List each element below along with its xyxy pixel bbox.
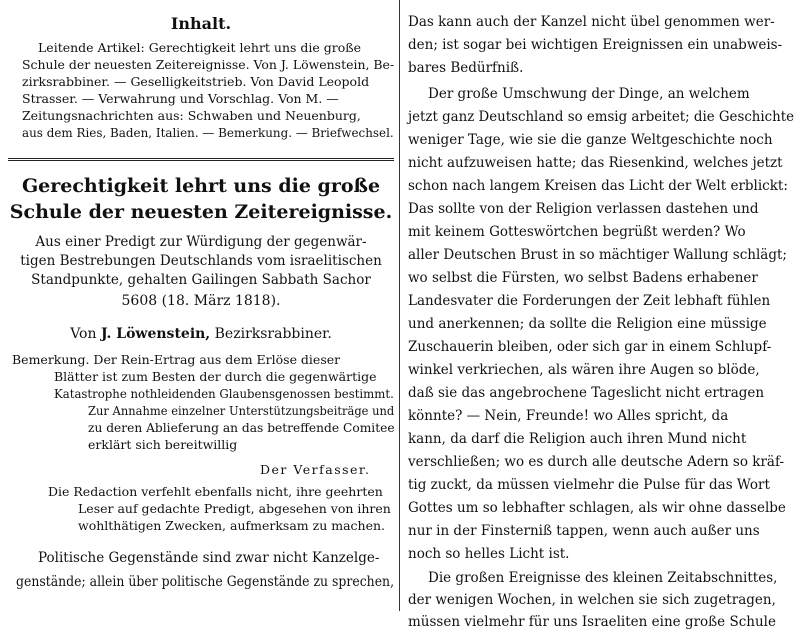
body-line: könnte? — Nein, Freunde! wo Alles spricht, da [408, 408, 729, 424]
redaction-line: wohlthätigen Zwecken, aufmerksam zu machen. [78, 518, 386, 533]
body-line: Zuschauerin bleiben, oder sich gar in einem Schlupf- [408, 339, 772, 355]
body-line: mit keinem Gotteswörtchen begrüßt werden? Wo [408, 224, 746, 240]
body-line: winkel verkriechen, als wären ihre Augen so blöde, [408, 362, 760, 378]
author-name: J. Löwenstein, [100, 326, 211, 342]
body-line: noch so helles Licht ist. [408, 546, 570, 562]
body-line: schon nach langem Kreisen das Licht der Welt erblickt: [408, 178, 788, 194]
contents-line: Leitende Artikel: Gerechtigkeit lehrt uns die große [38, 40, 362, 55]
note-line: Zur Annahme einzelner Unterstützungsbeiträge und [88, 403, 395, 418]
body-line: Das kann auch der Kanzel nicht übel genommen wer- [408, 14, 775, 30]
body-line: genstände; allein über politische Gegenstände zu sprechen, [16, 574, 395, 590]
right-column [408, 0, 795, 630]
body-line: müssen vielmehr für uns Israeliten eine große Schule [408, 614, 776, 630]
contents-title: Inhalt. [170, 14, 232, 33]
body-line: den; ist sogar bei wichtigen Ereignissen ein unabweis- [408, 37, 783, 53]
body-line: und anerkennen; da sollte die Religion eine müssige [408, 316, 767, 332]
body-line: aller Deutschen Brust in so mächtiger Wallung schlägt; [408, 247, 787, 263]
body-line: Politische Gegenstände sind zwar nicht Kanzelge- [38, 550, 380, 566]
author-prefix: Von [70, 326, 97, 342]
contents-line: Strasser. — Verwahrung und Vorschlag. Von M. — [22, 91, 339, 106]
author-byline [8, 326, 394, 342]
body-line: Landesvater die Forderungen der Zeit lebhaft fühlen [408, 293, 771, 309]
left-column [8, 0, 394, 611]
note-line: zu deren Ablieferung an das betreffende Comitee [88, 420, 395, 435]
note-line: Bemerkung. Der Rein-Ertrag aus dem Erlöse dieser [12, 352, 341, 367]
body-line: tig zuckt, da müssen vielmehr die Pulse für das Wort [408, 477, 770, 493]
author-title: Bezirksrabbiner. [214, 326, 332, 342]
contents-line: Schule der neuesten Zeitereignisse. Von J. Löwenstein, Be- [22, 57, 395, 72]
subheading-line: 5608 (18. März 1818). [121, 293, 281, 309]
note-line: erklärt sich bereitwillig [88, 437, 238, 452]
body-line: daß sie das angebrochene Tageslicht nicht ertragen [408, 385, 765, 401]
body-line: nur in der Finsterniß tappen, wenn auch außer uns [408, 523, 760, 539]
subheading-line: tigen Bestrebungen Deutschlands vom israelitischen [20, 253, 382, 269]
contents-line: zirksrabbiner. — Geselligkeitstrieb. Von David Leopold [22, 74, 370, 89]
body-line: nicht aufzuweisen hatte; das Riesenkind, welches jetzt [408, 155, 783, 171]
body-line: wo selbst die Fürsten, wo selbst Badens erhabener [408, 270, 758, 286]
body-line: weniger Tage, wie sie die ganze Weltgeschichte noch [408, 132, 773, 148]
article-headline-line-1: Gerechtigkeit lehrt uns die große [21, 175, 381, 197]
body-line: bares Bedürfniß. [408, 60, 524, 76]
note-line: Katastrophe nothleidenden Glaubensgenossen bestimmt. [54, 386, 394, 401]
column-divider [399, 0, 400, 611]
body-line: verschließen; wo es durch alle deutsche Adern so kräf- [408, 454, 785, 470]
article-headline-line-2: Schule der neuesten Zeitereignisse. [9, 201, 393, 223]
body-line: der wenigen Wochen, in welchen sie sich zugetragen, [408, 592, 776, 608]
body-line: Das sollte von der Religion verlassen dastehen und [408, 201, 759, 217]
body-line: Die großen Ereignisse des kleinen Zeitabschnittes, [428, 570, 778, 586]
subheading-line: Standpunkte, gehalten Gailingen Sabbath Sachor [31, 272, 371, 288]
note-line: Blätter ist zum Besten der durch die gegenwärtige [54, 369, 377, 384]
subheading-line: Aus einer Predigt zur Würdigung der gegenwär- [35, 234, 367, 250]
section-divider [8, 158, 394, 161]
body-line: Der große Umschwung der Dinge, an welchem [428, 86, 750, 102]
body-line: Gottes um so lebhafter schlagen, als wir ohne dasselbe [408, 500, 786, 516]
redaction-line: Leser auf gedachte Predigt, abgesehen von ihren [78, 501, 391, 516]
body-line: jetzt ganz Deutschland so emsig arbeitet; die Geschichte [408, 109, 795, 125]
body-line: kann, da darf die Religion auch ihren Mund nicht [408, 431, 747, 447]
contents-line: aus dem Ries, Baden, Italien. — Bemerkung. — Briefwechsel. [22, 125, 394, 140]
redaction-line: Die Redaction verfehlt ebenfalls nicht, ihre geehrten [48, 484, 383, 499]
contents-line: Zeitungsnachrichten aus: Schwaben und Neuenburg, [22, 108, 361, 123]
note-signature: Der Verfasser. [260, 462, 371, 477]
